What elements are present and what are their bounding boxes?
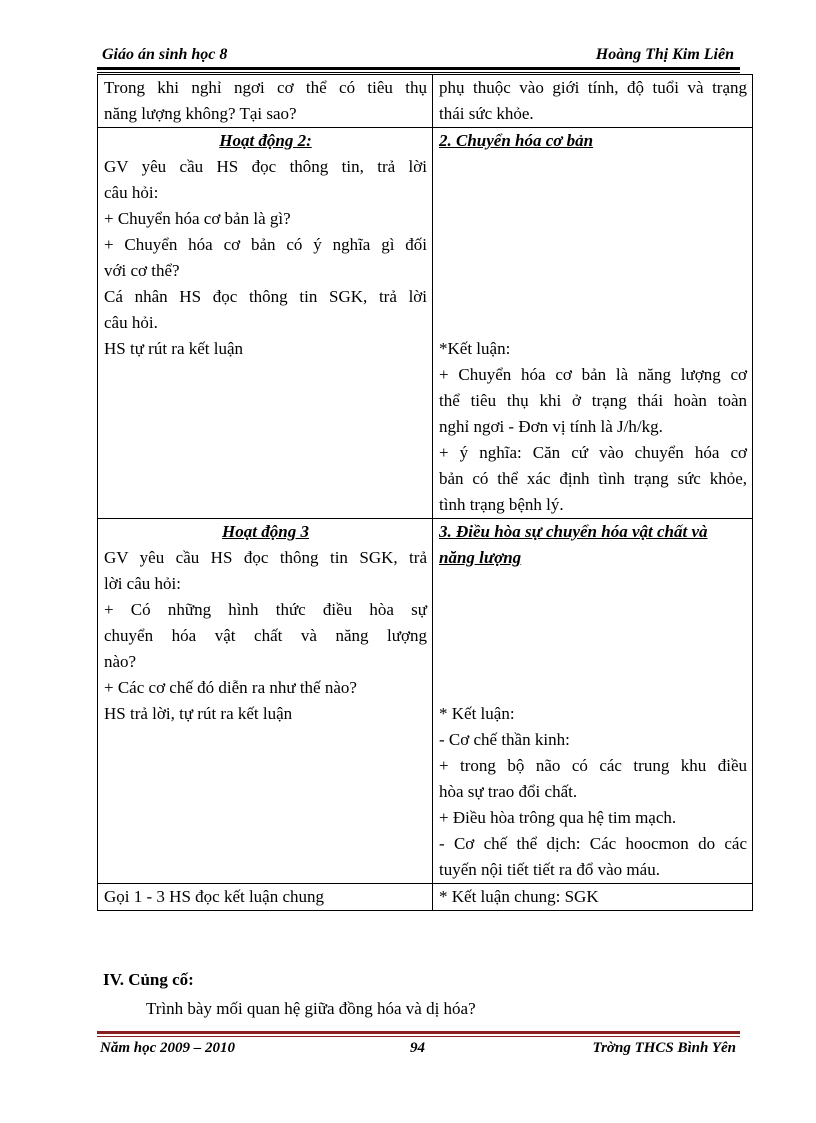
cell-line: *Kết luận: (439, 339, 511, 358)
activity-heading: Hoạt động 2: (219, 131, 312, 150)
cell-spacer (439, 154, 747, 180)
footer-school: Trờng THCS Bình Yên (592, 1040, 736, 1056)
page-header (97, 46, 740, 68)
cell-line: + Điều hòa trông qua hệ tim mạch. (439, 808, 677, 827)
cell-spacer (439, 206, 747, 232)
review-question: Trình bày mối quan hệ giữa đồng hóa và dị hóa? (146, 999, 476, 1018)
cell-line: + trong bộ não có các trung khu điều (439, 756, 747, 775)
activity-heading: Hoạt động 3 (222, 522, 309, 541)
header-subject: Giáo án sinh học 8 (102, 46, 228, 63)
lesson-table (97, 74, 753, 911)
section-heading: năng lượng (439, 548, 522, 567)
cell-line: Cá nhân HS đọc thông tin SGK, trả lời (104, 287, 427, 306)
cell-line: Trong khi nghỉ ngơi cơ thể có tiêu thụ (104, 78, 427, 97)
header-author: Hoàng Thị Kim Liên (595, 46, 734, 63)
cell-line: + Chuyển hóa cơ bản là gì? (104, 209, 291, 228)
cell-spacer (439, 623, 747, 649)
table-row (98, 884, 753, 911)
table-row (98, 519, 753, 884)
cell-spacer (439, 597, 747, 623)
cell-line: phụ thuộc vào giới tính, độ tuổi và trạng (439, 78, 747, 97)
cell-line: tuyến nội tiết tiết ra đổ vào máu. (439, 860, 660, 879)
page-number: 94 (410, 1040, 425, 1056)
cell-spacer (439, 180, 747, 206)
section-heading: 3. Điều hòa sự chuyển hóa vật chất và (439, 522, 708, 541)
cell-line: + Chuyển hóa cơ bản là năng lượng cơ (439, 365, 747, 384)
cell-line: + Các cơ chế đó diễn ra như thế nào? (104, 678, 357, 697)
activity-cell (98, 884, 433, 911)
cell-line: - Cơ chế thể dịch: Các hoocmon do các (439, 834, 747, 853)
cell-spacer (439, 284, 747, 310)
cell-line: * Kết luận chung: SGK (439, 887, 599, 906)
cell-line: nào? (104, 652, 137, 671)
content-cell (433, 128, 753, 519)
cell-line: GV yêu cầu HS đọc thông tin, trả lời (104, 157, 427, 176)
cell-line: với cơ thể? (104, 261, 180, 280)
cell-line: năng lượng không? Tại sao? (104, 104, 297, 123)
cell-line: hòa sự trao đổi chất. (439, 782, 578, 801)
page-footer (97, 1040, 740, 1062)
cell-line: + Có những hình thức điều hòa sự (104, 600, 427, 619)
header-divider-thin (97, 72, 740, 73)
cell-line: - Cơ chế thần kinh: (439, 730, 570, 749)
cell-spacer (439, 310, 747, 336)
cell-line: chuyển hóa vật chất và năng lượng (104, 626, 427, 645)
footer-divider (97, 1031, 740, 1034)
section-title: IV. Củng cố: (103, 970, 194, 989)
table-row (98, 75, 753, 128)
cell-spacer (439, 649, 747, 675)
cell-line: câu hỏi: (104, 183, 159, 202)
cell-spacer (439, 571, 747, 597)
cell-line: câu hỏi. (104, 313, 158, 332)
cell-line: tình trạng bệnh lý. (439, 495, 564, 514)
cell-line: GV yêu cầu HS đọc thông tin SGK, trả (104, 548, 427, 567)
content-cell (433, 884, 753, 911)
cell-line: thái sức khỏe. (439, 104, 534, 123)
header-divider (97, 67, 740, 70)
activity-cell (98, 519, 433, 884)
content-cell (433, 75, 753, 128)
activity-cell (98, 75, 433, 128)
cell-line: + Chuyển hóa cơ bản có ý nghĩa gì đối (104, 235, 427, 254)
cell-line: thể tiêu thụ khi ở trạng thái hoàn toàn (439, 391, 747, 410)
cell-line: Gọi 1 - 3 HS đọc kết luận chung (104, 887, 325, 906)
content-cell (433, 519, 753, 884)
table-row (98, 128, 753, 519)
activity-cell (98, 128, 433, 519)
cell-line: bản có thể xác định tình trạng sức khỏe, (439, 469, 747, 488)
cell-line: * Kết luận: (439, 704, 515, 723)
cell-spacer (439, 675, 747, 701)
cell-line: nghỉ ngơi - Đơn vị tính là J/h/kg. (439, 417, 663, 436)
cell-line: + ý nghĩa: Căn cứ vào chuyển hóa cơ (439, 443, 747, 462)
cell-line: HS trả lời, tự rút ra kết luận (104, 704, 293, 723)
footer-school-year: Năm học 2009 – 2010 (100, 1040, 235, 1056)
cell-line: lời câu hỏi: (104, 574, 181, 593)
cell-spacer (439, 258, 747, 284)
cell-line: HS tự rút ra kết luận (104, 339, 244, 358)
section-heading: 2. Chuyển hóa cơ bản (439, 131, 594, 150)
cell-spacer (439, 232, 747, 258)
footer-divider-thin (97, 1036, 740, 1037)
